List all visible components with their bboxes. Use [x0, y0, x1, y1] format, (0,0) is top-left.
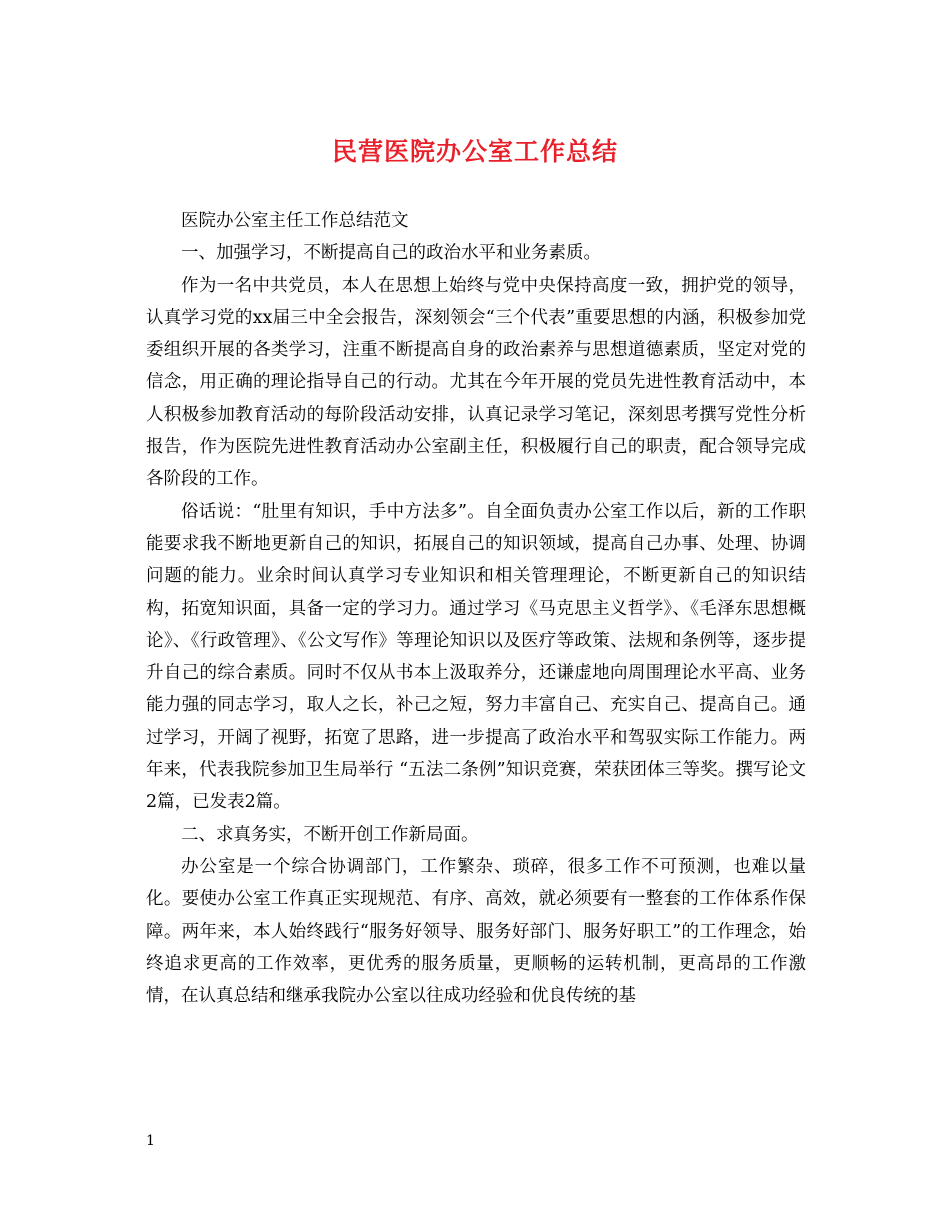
- paragraph-learning: 俗话说：“肚里有知识，手中方法多”。自全面负责办公室工作以后，新的工作职能要求我不断地更新自己的知识，拓展自己的知识领域，提高自己办事、处理、协调问题的能力。业余时间认真学习专业知识和相关管理理论，不断更新自己的知识结构，拓宽知识面，具备一定的学习力。通过学习《马克思主义哲学》、《毛泽东思想概论》、《行政管理》、《公文写作》等理论知识以及医疗等政策、法规和条例等，逐步提升自己的综合素质。同时不仅从书本上汲取养分，还谦虚地向周围理论水平高、业务能力强的同志学习，取人之长，补己之短，努力丰富自己、充实自己、提高自己。通过学习，开阔了视野，拓宽了思路，进一步提高了政治水平和驾驭实际工作能力。两年来，代表我院参加卫生局举行 “五法二条例”知识竞赛，荣获团体三等奖。撰写论文2篇，已发表2篇。: [146, 501, 806, 813]
- paragraph-section-2-heading: 二、求真务实，不断开创工作新局面。: [181, 824, 479, 845]
- paragraph-subtitle: 医院办公室主任工作总结范文: [181, 211, 409, 231]
- paragraph-party-member: 作为一名中共党员，本人在思想上始终与党中央保持高度一致，拥护党的领导，认真学习党的xx届三中全会报告，深刻领会“三个代表”重要思想的内涵，积极参加党委组织开展的各类学习，注重不断提高自身的政治素养与思想道德素质，坚定对党的信念，用正确的理论指导自己的行动。尤其在今年开展的党员先进性教育活动中，本人积极参加教育活动的每阶段活动安排，认真记录学习笔记，深刻思考撰写党性分析报告，作为医院先进性教育活动办公室副主任，积极履行自己的职责，配合领导完成各阶段的工作。: [146, 275, 806, 490]
- document-title: 民营医院办公室工作总结: [331, 137, 618, 166]
- paragraph-office-work: 办公室是一个综合协调部门，工作繁杂、琐碎，很多工作不可预测，也难以量化。要使办公室工作真正实现规范、有序、高效，就必须要有一整套的工作体系作保障。两年来，本人始终践行“服务好领导、服务好部门、服务好职工”的工作理念，始终追求更高的工作效率，更优秀的服务质量，更顺畅的运转机制，更高昂的工作激情，在认真总结和继承我院办公室以往成功经验和优良传统的基: [146, 856, 806, 1007]
- paragraph-section-1-heading: 一、加强学习，不断提高自己的政治水平和业务素质。: [181, 243, 601, 264]
- document-body: [146, 205, 806, 1012]
- page-number: 1: [146, 1133, 155, 1149]
